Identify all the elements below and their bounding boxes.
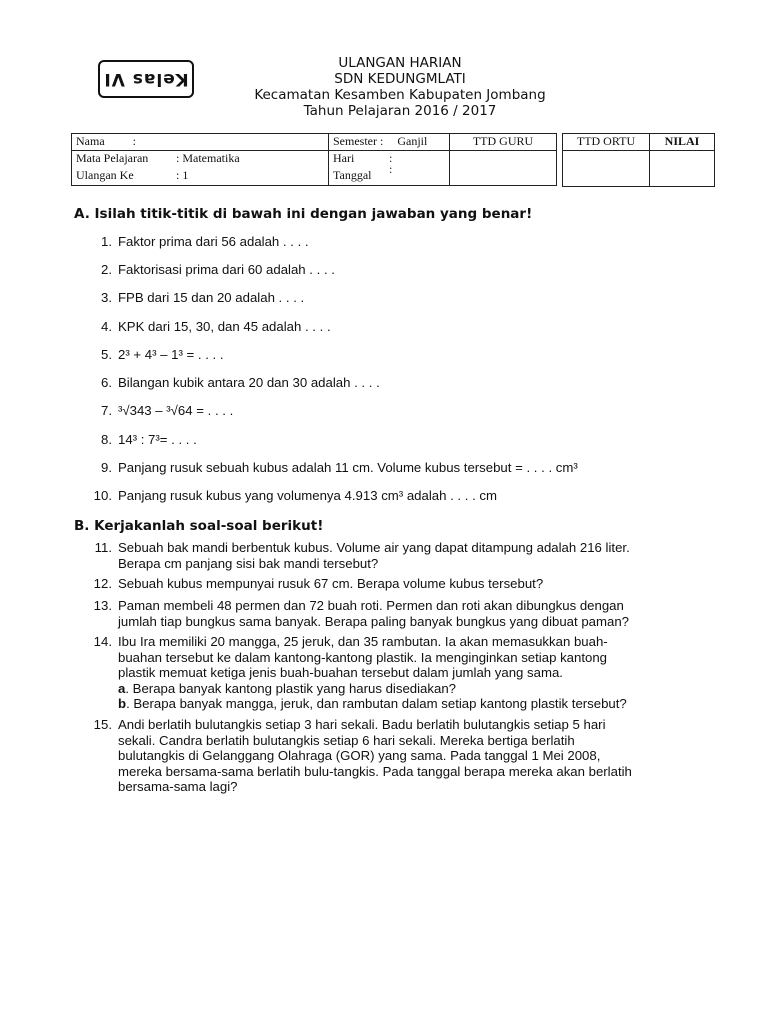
nilai-box [650, 151, 715, 187]
question-14a: a. Berapa banyak kantong plastik yang harus disediakan? [118, 680, 456, 696]
school-name: SDN KEDUNGMLATI [334, 71, 466, 87]
ttd-ortu-header: TTD ORTU [563, 134, 650, 151]
district-name: Kecamatan Kesamben Kabupaten Jombang [254, 87, 546, 103]
name-cell: Nama : [72, 134, 329, 151]
ttd-guru-header: TTD GURU [450, 134, 557, 151]
ttd-guru-box [450, 151, 557, 186]
signature-table [562, 133, 715, 187]
school-year: Tahun Pelajaran 2016 / 2017 [303, 103, 497, 119]
section-b-heading: B. Kerjakanlah soal-soal berikut! [74, 518, 324, 534]
date-cell: Tanggal : [329, 168, 450, 186]
class-badge [98, 60, 194, 98]
subject-cell: Mata Pelajaran : Matematika [72, 151, 329, 168]
exam-number-cell: Ulangan Ke : 1 [72, 168, 329, 186]
exam-title: ULANGAN HARIAN [338, 55, 462, 71]
nilai-header: NILAI [650, 134, 715, 151]
ttd-ortu-box [563, 151, 650, 187]
section-a-heading: A. Isilah titik-titik di bawah ini dengan jawaban yang benar! [74, 206, 533, 222]
question-14b: b. Berapa banyak mangga, jeruk, dan rambutan dalam setiap kantong plastik tersebut? [118, 696, 627, 712]
day-cell: Hari : [329, 151, 450, 168]
semester-cell: Semester : Ganjil [329, 134, 450, 151]
student-info-table [71, 133, 557, 186]
class-badge-text: Kelas VI [103, 69, 189, 89]
